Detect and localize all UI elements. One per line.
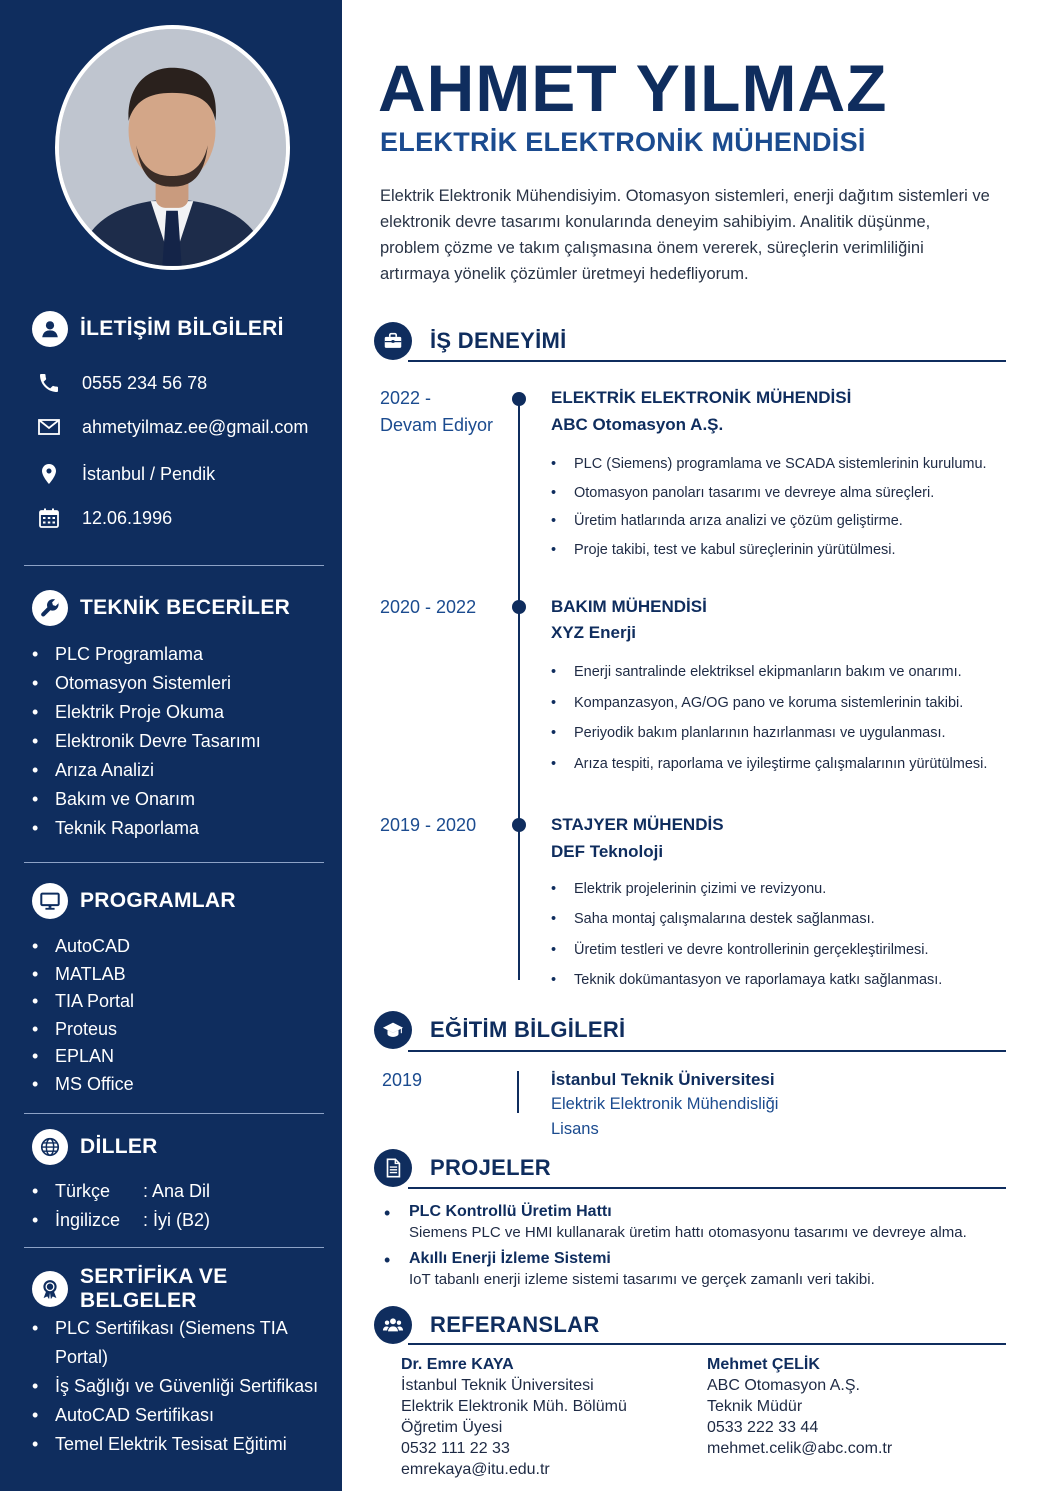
project-item <box>384 1203 1004 1241</box>
projects-heading <box>374 1149 551 1187</box>
experience-heading <box>374 322 567 360</box>
job-company: ABC Otomasyon A.Ş. <box>551 415 724 434</box>
job-title: ELEKTRİK ELEKTRONİK MÜHENDİSİ <box>380 127 866 157</box>
education-department: Elektrik Elektronik Mühendisliği <box>551 1095 779 1113</box>
list-item: • Proje takibi, test ve kabul süreçlerinin yürütülmesi. <box>551 536 987 565</box>
job-role: BAKIM MÜHENDİSİ <box>551 597 707 616</box>
list-item: • Elektrik projelerinin çizimi ve revizyonu. <box>551 874 942 904</box>
list-item: • Arıza Analizi <box>32 756 261 785</box>
job-bullets <box>551 657 987 780</box>
wrench-icon <box>32 590 68 626</box>
job-company: DEF Teknoloji <box>551 842 664 861</box>
language-name: Türkçe <box>55 1181 111 1201</box>
section-rule <box>408 360 1006 362</box>
reference-name: Dr. Emre KAYA <box>401 1356 514 1373</box>
section-rule <box>408 1050 1006 1052</box>
job-role: STAJYER MÜHENDİS <box>551 815 724 834</box>
project-item <box>384 1250 1004 1288</box>
list-item: • MATLAB <box>32 961 134 989</box>
job-company: XYZ Enerji <box>551 623 637 642</box>
location-pin-icon <box>36 461 62 487</box>
programs-list <box>32 933 134 1098</box>
job-role: ELEKTRİK ELEKTRONİK MÜHENDİSİ <box>551 388 852 407</box>
education-marker <box>517 1071 519 1113</box>
contact-email <box>36 414 308 440</box>
job-bullets <box>551 874 942 995</box>
education-school: İstanbul Teknik Üniversitesi <box>551 1070 775 1089</box>
list-item: • Teknik Raporlama <box>32 814 261 843</box>
graduation-cap-icon <box>374 1011 412 1049</box>
sidebar <box>0 0 342 1491</box>
education-year: 2019 <box>382 1070 423 1090</box>
list-item: • Arıza tespiti, raporlama ve iyileştirme çalışmalarının yürütülmesi. <box>551 749 987 780</box>
reference-email[interactable]: emrekaya@itu.edu.tr <box>401 1461 550 1478</box>
list-item: • EPLAN <box>32 1043 134 1071</box>
contact-heading-label: İLETİŞİM BİLGİLERİ <box>80 317 284 340</box>
contact-location <box>36 461 215 487</box>
projects-list <box>384 1203 1004 1297</box>
list-item: • Kompanzasyon, AG/OG pano ve koruma sistemlerinin takibi. <box>551 688 987 719</box>
briefcase-icon <box>374 322 412 360</box>
list-item: • Saha montaj çalışmalarına destek sağlanması. <box>551 904 942 934</box>
certificates-heading <box>32 1265 342 1313</box>
list-item: • Bakım ve Onarım <box>32 785 261 814</box>
project-title: • PLC Kontrollü Üretim Hattı <box>409 1203 612 1220</box>
programs-heading-label: PROGRAMLAR <box>80 889 236 912</box>
list-item: • PLC Sertifikası (Siemens TIA Portal) <box>32 1314 342 1372</box>
globe-icon <box>32 1129 68 1165</box>
calendar-icon <box>36 505 62 531</box>
references-heading <box>374 1306 600 1344</box>
education-heading <box>374 1011 625 1049</box>
education-degree: Lisans <box>551 1120 599 1138</box>
skills-list <box>32 640 261 843</box>
email-text[interactable]: ahmetyilmaz.ee@gmail.com <box>82 416 309 437</box>
skills-heading-label: TEKNİK BECERİLER <box>80 596 291 619</box>
phone-text[interactable]: 0555 234 56 78 <box>82 372 208 393</box>
language-level: : İyi (B2) <box>143 1210 211 1230</box>
timeline-dot <box>512 600 526 614</box>
users-icon <box>374 1306 412 1344</box>
list-item: • Otomasyon Sistemleri <box>32 669 261 698</box>
list-item: • PLC (Siemens) programlama ve SCADA sistemlerinin kurulumu. <box>551 450 987 479</box>
language-name: İngilizce <box>55 1210 121 1230</box>
certificates-heading-label: SERTİFİKA VE BELGELER <box>80 1265 228 1312</box>
project-description: Siemens PLC ve HMI kullanarak üretim hattı otomasyonu tasarımı ve devreye alma. <box>409 1224 967 1241</box>
section-rule <box>408 1343 1006 1345</box>
language-level: : Ana Dil <box>143 1181 211 1201</box>
document-icon <box>374 1149 412 1187</box>
list-item: • İş Sağlığı ve Güvenliği Sertifikası <box>32 1372 342 1401</box>
reference-department: Elektrik Elektronik Müh. Bölümü <box>401 1398 627 1415</box>
project-title: • Akıllı Enerji İzleme Sistemi <box>409 1250 611 1267</box>
job-bullets <box>551 450 987 565</box>
list-item: • Elektronik Devre Tasarımı <box>32 727 261 756</box>
job-date: 2020 - 2022 <box>380 597 477 617</box>
programs-heading <box>32 883 236 919</box>
sidebar-divider <box>24 1113 324 1114</box>
list-item <box>32 1206 210 1235</box>
reference-organization: İstanbul Teknik Üniversitesi <box>401 1377 594 1394</box>
experience-heading-label: İŞ DENEYİMİ <box>430 328 567 353</box>
reference-organization: ABC Otomasyon A.Ş. <box>707 1377 860 1394</box>
languages-heading <box>32 1129 158 1165</box>
timeline-line <box>518 398 520 980</box>
list-item: • Otomasyon panoları tasarımı ve devreye alma süreçleri. <box>551 479 987 508</box>
project-description: IoT tabanlı enerji izleme sistemi tasarımı ve gerçek zamanlı veri takibi. <box>409 1271 875 1288</box>
reference-position: Öğretim Üyesi <box>401 1419 503 1436</box>
job-date: 2019 - 2020 <box>380 815 477 835</box>
projects-heading-label: PROJELER <box>430 1155 551 1180</box>
list-item: • Proteus <box>32 1016 134 1044</box>
languages-heading-label: DİLLER <box>80 1135 158 1158</box>
contact-phone <box>36 370 207 396</box>
list-item: • Üretim testleri ve devre kontrollerinin gerçekleştirilmesi. <box>551 935 942 965</box>
reference-phone[interactable]: 0533 222 33 44 <box>707 1419 819 1436</box>
profile-photo <box>55 25 290 270</box>
list-item <box>32 1177 210 1206</box>
list-item: • MS Office <box>32 1071 134 1099</box>
skills-heading <box>32 590 290 626</box>
references-heading-label: REFERANSLAR <box>430 1312 600 1337</box>
profile-summary: Elektrik Elektronik Mühendisiyim. Otomasyon sistemleri, enerji dağıtım sistemleri ve elektronik devre tasarımı konularında deneyim sahibiyim. Analitik düşünme, problem çözme ve takım çalışmasına önem vererek, süreçlerin verimliliğini artırmaya yönelik çözümler üretmeyi hedefliyorum. <box>380 187 990 283</box>
reference-card <box>707 1354 892 1459</box>
certificates-list <box>32 1314 342 1459</box>
list-item: • Periyodik bakım planlarının hazırlanması ve uygulanması. <box>551 718 987 749</box>
timeline-dot <box>512 392 526 406</box>
list-item: • Elektrik Proje Okuma <box>32 698 261 727</box>
reference-card <box>401 1354 627 1480</box>
job-date <box>380 385 493 439</box>
reference-email[interactable]: mehmet.celik@abc.com.tr <box>707 1440 893 1457</box>
job-date-end: Devam Ediyor <box>380 415 494 435</box>
list-item: • Üretim hatlarında arıza analizi ve çözüm geliştirme. <box>551 507 987 536</box>
location-text: İstanbul / Pendik <box>82 463 216 484</box>
mail-icon <box>36 414 62 440</box>
list-item: • Temel Elektrik Tesisat Eğitimi <box>32 1430 342 1459</box>
user-icon <box>32 311 68 347</box>
list-item: • TIA Portal <box>32 988 134 1016</box>
reference-phone[interactable]: 0532 111 22 33 <box>401 1440 510 1457</box>
list-item: • AutoCAD Sertifikası <box>32 1401 342 1430</box>
timeline-dot <box>512 818 526 832</box>
list-item: • Enerji santralinde elektriksel ekipmanların bakım ve onarımı. <box>551 657 987 688</box>
person-portrait-icon <box>59 29 286 266</box>
education-heading-label: EĞİTİM BİLGİLERİ <box>430 1017 626 1042</box>
contact-heading <box>32 311 284 347</box>
monitor-icon <box>32 883 68 919</box>
award-icon <box>32 1271 68 1307</box>
phone-icon <box>36 370 62 396</box>
list-item: • AutoCAD <box>32 933 134 961</box>
reference-name: Mehmet ÇELİK <box>707 1356 820 1373</box>
sidebar-divider <box>24 565 324 566</box>
full-name: AHMET YILMAZ <box>378 51 888 125</box>
list-item: • Teknik dokümantasyon ve raporlamaya katkı sağlanması. <box>551 965 942 995</box>
sidebar-divider <box>24 1247 324 1248</box>
reference-position: Teknik Müdür <box>707 1398 803 1415</box>
languages-list <box>32 1177 210 1235</box>
job-date-start: 2022 - <box>380 388 432 408</box>
list-item: • PLC Programlama <box>32 640 261 669</box>
birthdate-text: 12.06.1996 <box>82 507 173 528</box>
section-rule <box>408 1187 1006 1189</box>
contact-birthdate <box>36 505 172 531</box>
sidebar-divider <box>24 862 324 863</box>
